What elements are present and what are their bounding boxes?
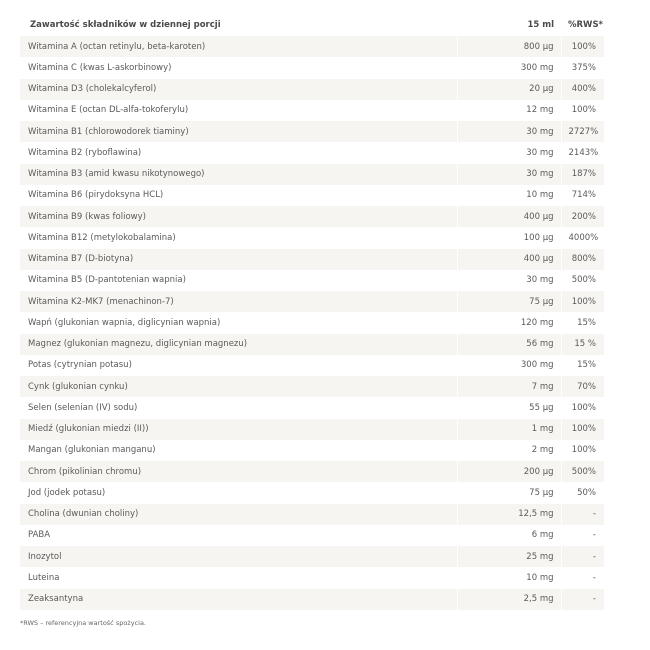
amount-cell: 200 µg bbox=[457, 461, 561, 482]
table-row bbox=[20, 546, 604, 567]
amount-cell: 2 mg bbox=[457, 440, 561, 461]
rws-percent-cell: - bbox=[561, 546, 604, 567]
rws-percent-cell: 187% bbox=[561, 164, 604, 185]
ingredient-name-cell: Witamina B5 (D-pantotenian wapnia) bbox=[20, 270, 457, 291]
amount-cell: 800 µg bbox=[457, 36, 561, 57]
amount-cell: 25 mg bbox=[457, 546, 561, 567]
table-row bbox=[20, 525, 604, 546]
rws-percent-cell: 15% bbox=[561, 355, 604, 376]
rws-percent-cell: 70% bbox=[561, 376, 604, 397]
rws-percent-cell: 400% bbox=[561, 79, 604, 100]
ingredient-name-cell: Cholina (dwunian choliny) bbox=[20, 504, 457, 525]
rws-percent-cell: - bbox=[561, 504, 604, 525]
ingredient-name-cell: Witamina E (octan DL-alfa-tokoferylu) bbox=[20, 100, 457, 121]
rws-percent-cell: 100% bbox=[561, 100, 604, 121]
nutrition-table bbox=[20, 14, 604, 610]
rws-percent-cell: - bbox=[561, 525, 604, 546]
column-header-rws: %RWS* bbox=[568, 20, 604, 30]
column-header-amount: 15 ml bbox=[527, 20, 554, 30]
amount-cell: 300 mg bbox=[457, 355, 561, 376]
ingredient-name-cell: Witamina B2 (ryboflawina) bbox=[20, 142, 457, 163]
amount-cell: 75 µg bbox=[457, 291, 561, 312]
table-row bbox=[20, 36, 604, 57]
table-row bbox=[20, 312, 604, 333]
footnote: *RWS – referencyjna wartość spożycia. bbox=[20, 619, 146, 627]
ingredient-name-cell: Witamina B6 (pirydoksyna HCL) bbox=[20, 185, 457, 206]
amount-cell: 400 µg bbox=[457, 249, 561, 270]
amount-cell: 55 µg bbox=[457, 397, 561, 418]
table-row bbox=[20, 57, 604, 78]
table-row bbox=[20, 504, 604, 525]
ingredient-name-cell: Chrom (pikolinian chromu) bbox=[20, 461, 457, 482]
ingredient-name-cell: Potas (cytrynian potasu) bbox=[20, 355, 457, 376]
table-row bbox=[20, 397, 604, 418]
rws-percent-cell: 15% bbox=[561, 312, 604, 333]
amount-cell: 12 mg bbox=[457, 100, 561, 121]
table-row bbox=[20, 142, 604, 163]
amount-cell: 300 mg bbox=[457, 57, 561, 78]
ingredient-name-cell: Witamina C (kwas L-askorbinowy) bbox=[20, 57, 457, 78]
table-row bbox=[20, 482, 604, 503]
rws-percent-cell: 100% bbox=[561, 419, 604, 440]
table-row bbox=[20, 185, 604, 206]
amount-cell: 10 mg bbox=[457, 567, 561, 588]
table-row bbox=[20, 291, 604, 312]
ingredient-name-cell: Jod (jodek potasu) bbox=[20, 482, 457, 503]
table-row bbox=[20, 270, 604, 291]
rws-percent-cell: 375% bbox=[561, 57, 604, 78]
table-row bbox=[20, 249, 604, 270]
ingredient-name-cell: Witamina B12 (metylokobalamina) bbox=[20, 227, 457, 248]
ingredient-name-cell: Witamina B7 (D-biotyna) bbox=[20, 249, 457, 270]
ingredient-name-cell: Wapń (glukonian wapnia, diglicynian wapnia) bbox=[20, 312, 457, 333]
amount-cell: 20 µg bbox=[457, 79, 561, 100]
table-row bbox=[20, 227, 604, 248]
ingredient-name-cell: Witamina K2-MK7 (menachinon-7) bbox=[20, 291, 457, 312]
amount-cell: 7 mg bbox=[457, 376, 561, 397]
rws-percent-cell: 800% bbox=[561, 249, 604, 270]
table-row bbox=[20, 567, 604, 588]
table-row bbox=[20, 100, 604, 121]
amount-cell: 56 mg bbox=[457, 334, 561, 355]
amount-cell: 6 mg bbox=[457, 525, 561, 546]
ingredient-name-cell: Witamina B3 (amid kwasu nikotynowego) bbox=[20, 164, 457, 185]
ingredient-name-cell: Zeaksantyna bbox=[20, 589, 457, 610]
table-row bbox=[20, 589, 604, 610]
amount-cell: 30 mg bbox=[457, 142, 561, 163]
ingredient-name-cell: PABA bbox=[20, 525, 457, 546]
ingredient-name-cell: Witamina B1 (chlorowodorek tiaminy) bbox=[20, 121, 457, 142]
table-header bbox=[20, 14, 604, 36]
rws-percent-cell: 2143% bbox=[561, 142, 604, 163]
rws-percent-cell: - bbox=[561, 589, 604, 610]
amount-cell: 30 mg bbox=[457, 270, 561, 291]
table-row bbox=[20, 121, 604, 142]
ingredient-name-cell: Witamina A (octan retinylu, beta-karoten) bbox=[20, 36, 457, 57]
table-row bbox=[20, 376, 604, 397]
table-row bbox=[20, 164, 604, 185]
ingredient-name-cell: Cynk (glukonian cynku) bbox=[20, 376, 457, 397]
ingredient-name-cell: Luteina bbox=[20, 567, 457, 588]
table-row bbox=[20, 334, 604, 355]
table-row bbox=[20, 79, 604, 100]
amount-cell: 10 mg bbox=[457, 185, 561, 206]
rws-percent-cell: 100% bbox=[561, 291, 604, 312]
column-header-ingredient: Zawartość składników w dziennej porcji bbox=[30, 20, 221, 30]
rws-percent-cell: 4000% bbox=[561, 227, 604, 248]
rws-percent-cell: - bbox=[561, 567, 604, 588]
amount-cell: 30 mg bbox=[457, 164, 561, 185]
amount-cell: 12,5 mg bbox=[457, 504, 561, 525]
rws-percent-cell: 500% bbox=[561, 270, 604, 291]
table-row bbox=[20, 355, 604, 376]
table-body bbox=[20, 36, 604, 610]
header-row bbox=[20, 14, 604, 36]
rws-percent-cell: 200% bbox=[561, 206, 604, 227]
rws-percent-cell: 100% bbox=[561, 36, 604, 57]
ingredient-name-cell: Magnez (glukonian magnezu, diglicynian magnezu) bbox=[20, 334, 457, 355]
amount-cell: 400 µg bbox=[457, 206, 561, 227]
ingredient-name-cell: Witamina B9 (kwas foliowy) bbox=[20, 206, 457, 227]
amount-cell: 2,5 mg bbox=[457, 589, 561, 610]
rws-percent-cell: 100% bbox=[561, 440, 604, 461]
amount-cell: 100 µg bbox=[457, 227, 561, 248]
table-row bbox=[20, 461, 604, 482]
rws-percent-cell: 100% bbox=[561, 397, 604, 418]
ingredient-name-cell: Selen (selenian (IV) sodu) bbox=[20, 397, 457, 418]
rws-percent-cell: 500% bbox=[561, 461, 604, 482]
amount-cell: 75 µg bbox=[457, 482, 561, 503]
ingredient-name-cell: Inozytol bbox=[20, 546, 457, 567]
nutrition-table-container bbox=[20, 14, 604, 610]
ingredient-name-cell: Witamina D3 (cholekalcyferol) bbox=[20, 79, 457, 100]
rws-percent-cell: 50% bbox=[561, 482, 604, 503]
rws-percent-cell: 2727% bbox=[561, 121, 604, 142]
amount-cell: 120 mg bbox=[457, 312, 561, 333]
table-row bbox=[20, 419, 604, 440]
amount-cell: 1 mg bbox=[457, 419, 561, 440]
ingredient-name-cell: Mangan (glukonian manganu) bbox=[20, 440, 457, 461]
amount-cell: 30 mg bbox=[457, 121, 561, 142]
table-row bbox=[20, 206, 604, 227]
table-row bbox=[20, 440, 604, 461]
ingredient-name-cell: Miedź (glukonian miedzi (II)) bbox=[20, 419, 457, 440]
rws-percent-cell: 714% bbox=[561, 185, 604, 206]
rws-percent-cell: 15 % bbox=[561, 334, 604, 355]
